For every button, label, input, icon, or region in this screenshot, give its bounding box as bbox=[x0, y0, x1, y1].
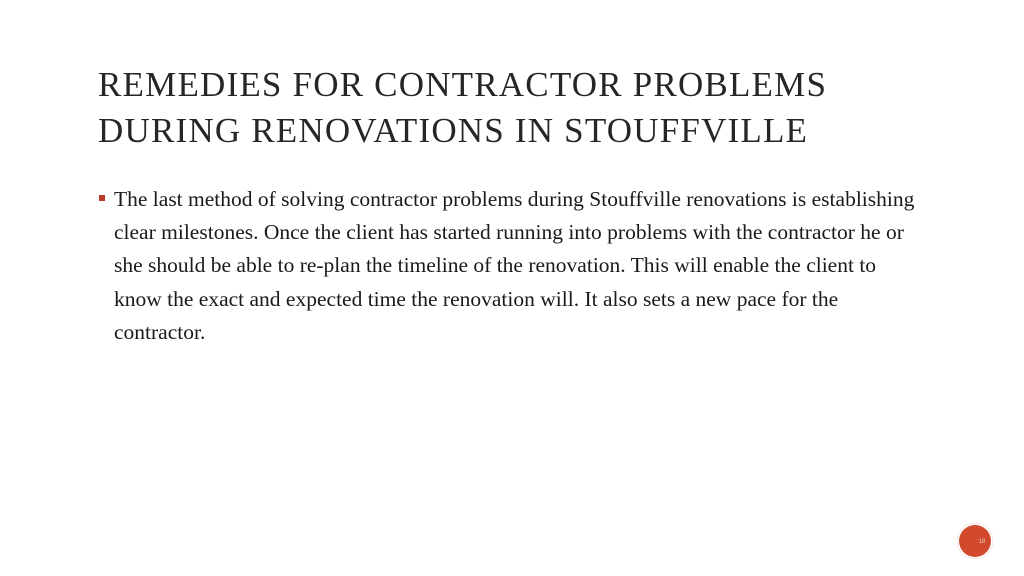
slide-content bbox=[98, 183, 928, 349]
bullet-item bbox=[98, 183, 928, 349]
slide-title bbox=[98, 62, 918, 154]
page-number-badge bbox=[957, 523, 993, 559]
bullet-text: The last method of solving contractor problems during Stouffville renovations is establishing clear milestones. Once the client has started running into problems with the contractor he or she should be able to re-plan the timeline of the renovation. This will enable the client to know the exact and expected time the renovation will. It also sets a new pace for the contractor. bbox=[114, 187, 915, 344]
slide-title-line-1: REMEDIES FOR CONTRACTOR PROBLEMS bbox=[98, 65, 828, 104]
page-number: 18 bbox=[978, 539, 986, 545]
slide-title-line-2: DURING RENOVATIONS IN STOUFFVILLE bbox=[98, 111, 809, 150]
square-bullet-icon bbox=[99, 195, 105, 201]
